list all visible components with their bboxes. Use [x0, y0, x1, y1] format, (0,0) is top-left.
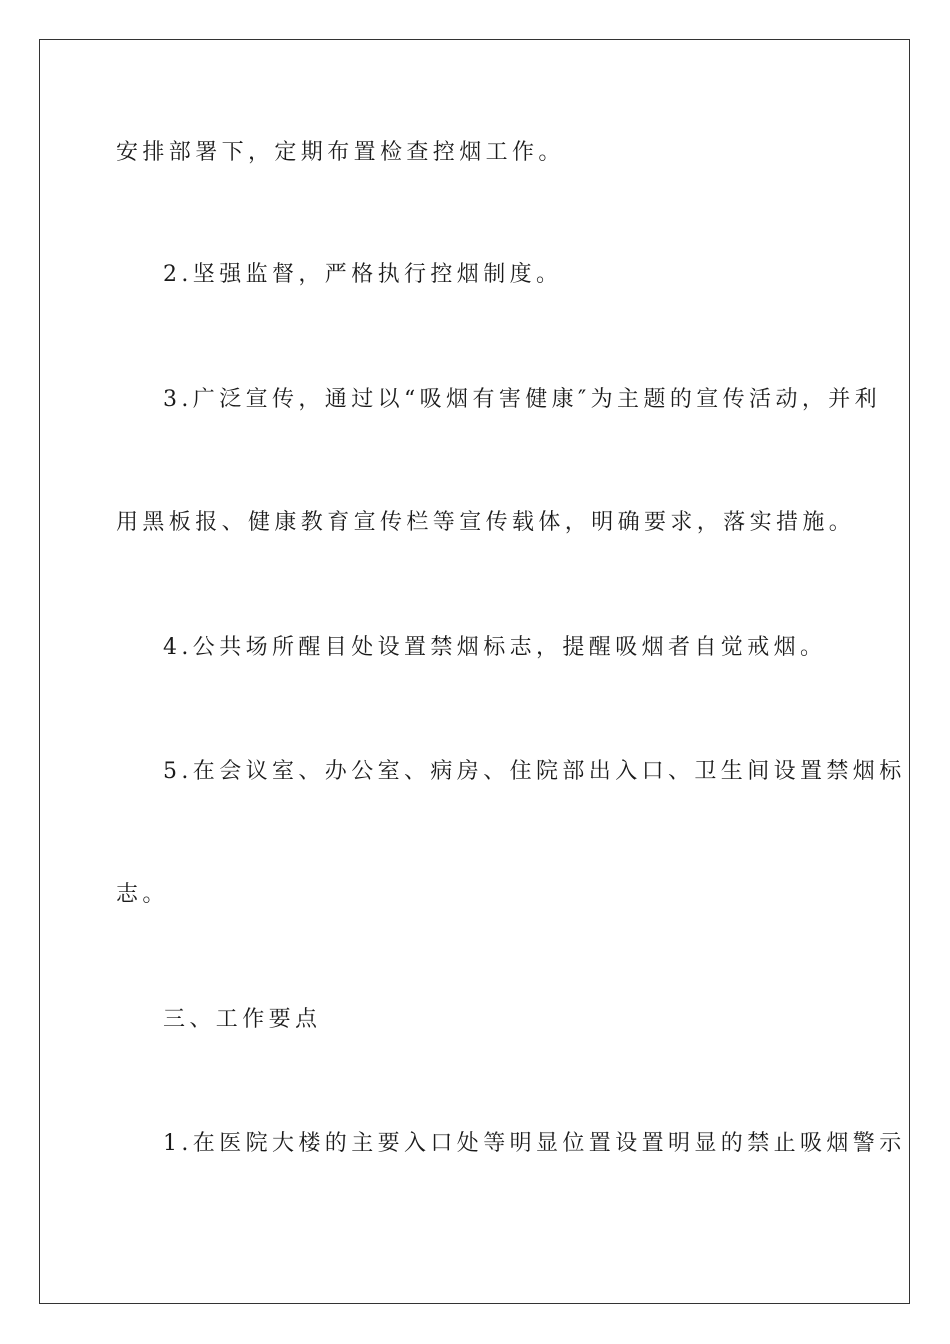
text-line-item-3: 3.广泛宣传，通过以“吸烟有害健康″为主题的宣传活动，并利	[163, 387, 882, 412]
page-border	[39, 39, 910, 1304]
text-line-item-5-cont: 志。	[116, 882, 169, 907]
text-line-item-5: 5.在会议室、办公室、病房、住院部出入口、卫生间设置禁烟标	[163, 759, 906, 784]
section-heading: 三、工作要点	[163, 1007, 322, 1032]
text-line-section-item-1: 1.在医院大楼的主要入口处等明显位置设置明显的禁止吸烟警示	[163, 1131, 906, 1156]
text-line-item-2: 2.坚强监督，严格执行控烟制度。	[163, 262, 563, 287]
text-line-item-4: 4.公共场所醒目处设置禁烟标志，提醒吸烟者自觉戒烟。	[163, 635, 827, 660]
text-line-item-3-cont: 用黑板报、健康教育宣传栏等宣传载体，明确要求，落实措施。	[116, 510, 856, 535]
text-line-1: 安排部署下，定期布置检查控烟工作。	[116, 140, 565, 165]
